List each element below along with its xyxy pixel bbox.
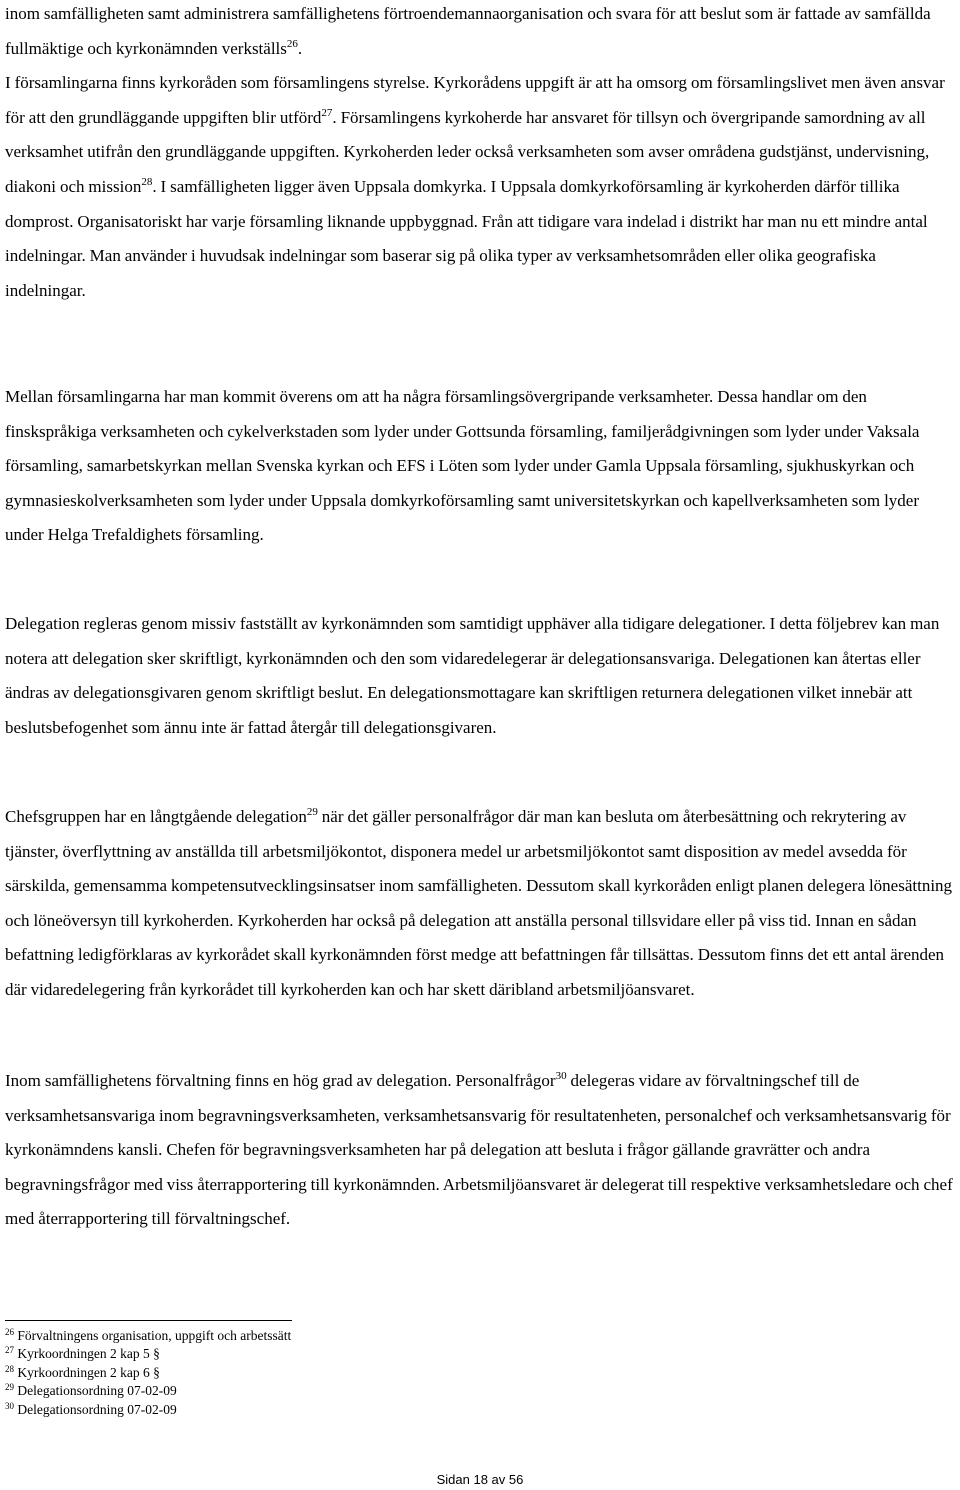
footnote-number: 27 (5, 1345, 14, 1356)
footnote-number: 29 (5, 1382, 14, 1393)
text-run: inom samfälligheten samt administrera samfällighetens förtroendemannaorganisation och svara för att beslut som är fattade av samfällda fullmäktige och kyrkonämnden verkställs (5, 4, 931, 58)
footnote-number: 26 (5, 1327, 14, 1337)
footnote-30 (5, 1401, 291, 1419)
text-run: delegeras vidare av förvaltningschef till de verksamhetsansvariga inom begravningsverksamheten, verksamhetsansvarig för resultatenheten, personalchef och verksamhetsansvarig för kyrkonämndens kansli. Chefen för begravningsverksamheten har på delegation att besluta i frågor gällande gravrätter och andra begravningsfrågor med viss återrapportering till kyrkonämnden. Arbetsmiljöansvaret är delegerat till respektive verksamhetsledare och chef med återrapportering till förvaltningschef. (5, 1071, 953, 1229)
footnote-text: Kyrkoordningen 2 kap 6 § (17, 1364, 160, 1380)
footnote-ref[interactable]: 27 (321, 106, 333, 119)
footnote-29 (5, 1382, 291, 1400)
footnote-28 (5, 1364, 291, 1382)
paragraph-3 (5, 607, 960, 745)
text-run: när det gäller personalfrågor där man kan besluta om återbesättning och rekrytering av tjänster, överflyttning av anställda till arbetsmiljökontot, disponera medel ur arbetsmiljökontot samt disposition av medel avsedda för särskilda, gemensamma kompetensutvecklingsinsatser inom samfälligheten. Dessutom skall kyrkoråden enligt planen delegera lönesättning och löneöversyn till kyrkoherden. Kyrkoherden har också på delegation att anställa personal tillsvidare eller på viss tid. Innan en sådan befattning ledigförklaras av kyrkorådet skall kyrkonämnden först medge att befattningen får tillsättas. Dessutom finns det ett antal ärenden där vidaredelegering från kyrkorådet till kyrkoherden kan och har skett däribland arbetsmiljöansvaret. (5, 807, 953, 999)
footnote-number: 30 (5, 1400, 14, 1411)
text-run: Chefsgruppen har en långtgående delegation (5, 807, 307, 826)
paragraph-1-part-a (5, 0, 960, 66)
paragraph-4 (5, 800, 960, 1008)
text-run: . I samfälligheten ligger även Uppsala domkyrka. I Uppsala domkyrkoförsamling är kyrkoherden därför tillika domprost. Organisatoriskt har varje församling liknande uppbyggnad. Från att tidigare vara indelad i distrikt har man nu ett mindre antal indelningar. Man använder i huvudsak indelningar som baserar sig på olika typer av verksamhetsområden eller olika geografiska indelningar. (5, 176, 928, 300)
paragraph-text (5, 800, 960, 1008)
paragraph-1-part-b (5, 66, 960, 308)
footnote-text: Förvaltningens organisation, uppgift och arbetssätt (17, 1328, 292, 1343)
paragraph-text: Delegation regleras genom missiv fastställt av kyrkonämnden som samtidigt upphäver alla tidigare delegationer. I detta följebrev kan man notera att delegation sker skriftligt, kyrkonämnden och den som vidaredelegerar är delegationsansvariga. Delegationen kan återtas eller ändras av delegationsgivaren genom skriftligt beslut. En delegationsmottagare kan skriftligen returnera delegationen vilket innebär att beslutsbefogenhet som ännu inte är fattad återgår till delegationsgivaren. (5, 614, 940, 737)
footnote-text: Delegationsordning 07-02-09 (17, 1383, 177, 1399)
footnote-text: Delegationsordning 07-02-09 (17, 1401, 177, 1417)
footnotes (5, 1327, 291, 1419)
footnote-26 (5, 1327, 291, 1345)
page-number: Sidan 18 av 56 (436, 1472, 524, 1487)
footnote-ref[interactable]: 29 (306, 806, 318, 818)
text-run: I församlingarna finns kyrkoråden som församlingens styrelse. Kyrkorådens uppgift är att ha omsorg om församlingslivet men även ansvar för att den grundläggande uppgiften blir utförd (5, 73, 945, 127)
footnote-ref[interactable]: 28 (141, 175, 153, 188)
footnote-27 (5, 1345, 291, 1363)
footnote-ref[interactable]: 26 (286, 37, 298, 50)
footnote-number: 28 (5, 1363, 14, 1374)
text-run: . (297, 38, 303, 58)
paragraph-text (5, 1064, 960, 1237)
paragraph-5 (5, 1064, 960, 1237)
paragraph-1 (5, 0, 960, 308)
text-run: Inom samfällighetens förvaltning finns en hög grad av delegation. Personalfrågor (5, 1071, 556, 1090)
text-run: . Församlingens kyrkoherde har ansvaret för tillsyn och övergripande samordning av all verksamhet utifrån den grundläggande uppgiften. Kyrkoherden leder också verksamheten som avser områdena gudstjänst, undervisning, diakoni och mission (5, 107, 930, 196)
footnote-ref[interactable]: 30 (555, 1070, 567, 1082)
footnote-text: Kyrkoordningen 2 kap 5 § (17, 1346, 160, 1362)
paragraph-2 (5, 380, 960, 553)
footnote-separator (5, 1320, 292, 1321)
paragraph-text: Mellan församlingarna har man kommit överens om att ha några församlingsövergripande verksamheter. Dessa handlar om den finskspråkiga verksamheten och cykelverkstaden som lyder under Gottsunda församling, familjerådgivningen som lyder under Vaksala församling, samarbetskyrkan mellan Svenska kyrkan och EFS i Löten som lyder under Gamla Uppsala församling, sjukhuskyrkan och gymnasieskolverksamheten som lyder under Uppsala domkyrkoförsamling samt universitetskyrkan och kapellverksamheten som lyder under Helga Trefaldighets församling. (5, 387, 920, 545)
